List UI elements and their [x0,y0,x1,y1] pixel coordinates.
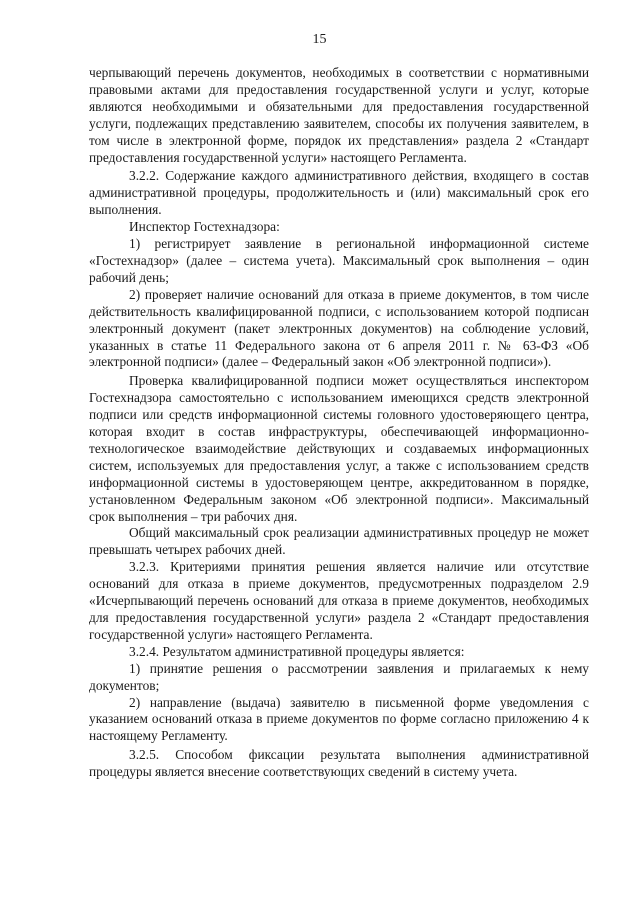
paragraph-continuation: черпывающий перечень документов, необходимых в соответствии с нормативными правовыми актами для предоставления государственной услуги и услуг, которые являются необходимыми и обязательными для предоставления государственной услуги, подлежащих представлению заявителем, способы их получения заявителем, в том числе в электронной форме, порядок их представления» раздела 2 «Стандарт предоставления государственной услуги» настоящего Регламента. [89,65,589,165]
document-body [89,65,589,781]
page-number: 15 [312,32,327,47]
paragraph-result-2: 2) направление (выдача) заявителю в письменной форме уведомления с указанием оснований отказа в приеме документов по форме согласно приложению 4 к настоящему Регламенту. [89,694,589,744]
paragraph-item-1-register: 1) регистрирует заявление в региональной информационной системе «Гостехнадзор» (далее – система учета). Максимальный срок выполнения – один рабочий день; [89,236,589,285]
paragraph-3-2-2: 3.2.2. Содержание каждого административного действия, входящего в состав административной процедуры, продолжительность и (или) максимальный срок его выполнения. [89,168,589,218]
paragraph-3-2-5: 3.2.5. Способом фиксации результата выполнения административной процедуры является внесение соответствующих сведений в систему учета. [89,747,589,780]
paragraph-total-term: Общий максимальный срок реализации административных процедур не может превышать четырех рабочих дней. [89,525,589,558]
paragraph-signature-check: Проверка квалифицированной подписи может осуществляться инспектором Гостехнадзора самостоятельно с использованием имеющихся средств электронной подписи или средств информационной системы головного удостоверяющего центра, которая входит в состав инфраструктуры, обеспечивающей информационно-технологическое взаимодействие действующих и создаваемых информационных систем, используемых для предоставления услуг, а также с использованием средств информационной системы в удостоверяющем центре, аккредитованном в порядке, установленном Федеральным законом «Об электронной подписи». Максимальный срок выполнения – три рабочих дня. [89,373,589,524]
paragraph-result-1: 1) принятие решения о рассмотрении заявления и прилагаемых к нему документов; [89,660,589,693]
paragraph-3-2-4: 3.2.4. Результатом административной процедуры является: [129,643,465,659]
paragraph-3-2-3: 3.2.3. Критериями принятия решения является наличие или отсутствие оснований для отказа в приеме документов, предусмотренных подразделом 2.9 «Исчерпывающий перечень оснований для отказа в приеме документов, необходимых для предоставления государственной услуги» раздела 2 «Стандарт предоставления государственной услуги» настоящего Регламента. [89,559,589,642]
paragraph-inspector: Инспектор Гостехнадзора: [129,219,280,235]
paragraph-item-2-check: 2) проверяет наличие оснований для отказа в приеме документов, в том числе действительность квалифицированной подписи, с использованием которой подписан электронный документ (пакет электронных документов) на соблюдение условий, указанных в статье 11 Федерального закона от 6 апреля 2011 г. № 63-ФЗ «Об электронной подписи» (далее – Федеральный закон «Об электронной подписи»). [89,286,589,370]
